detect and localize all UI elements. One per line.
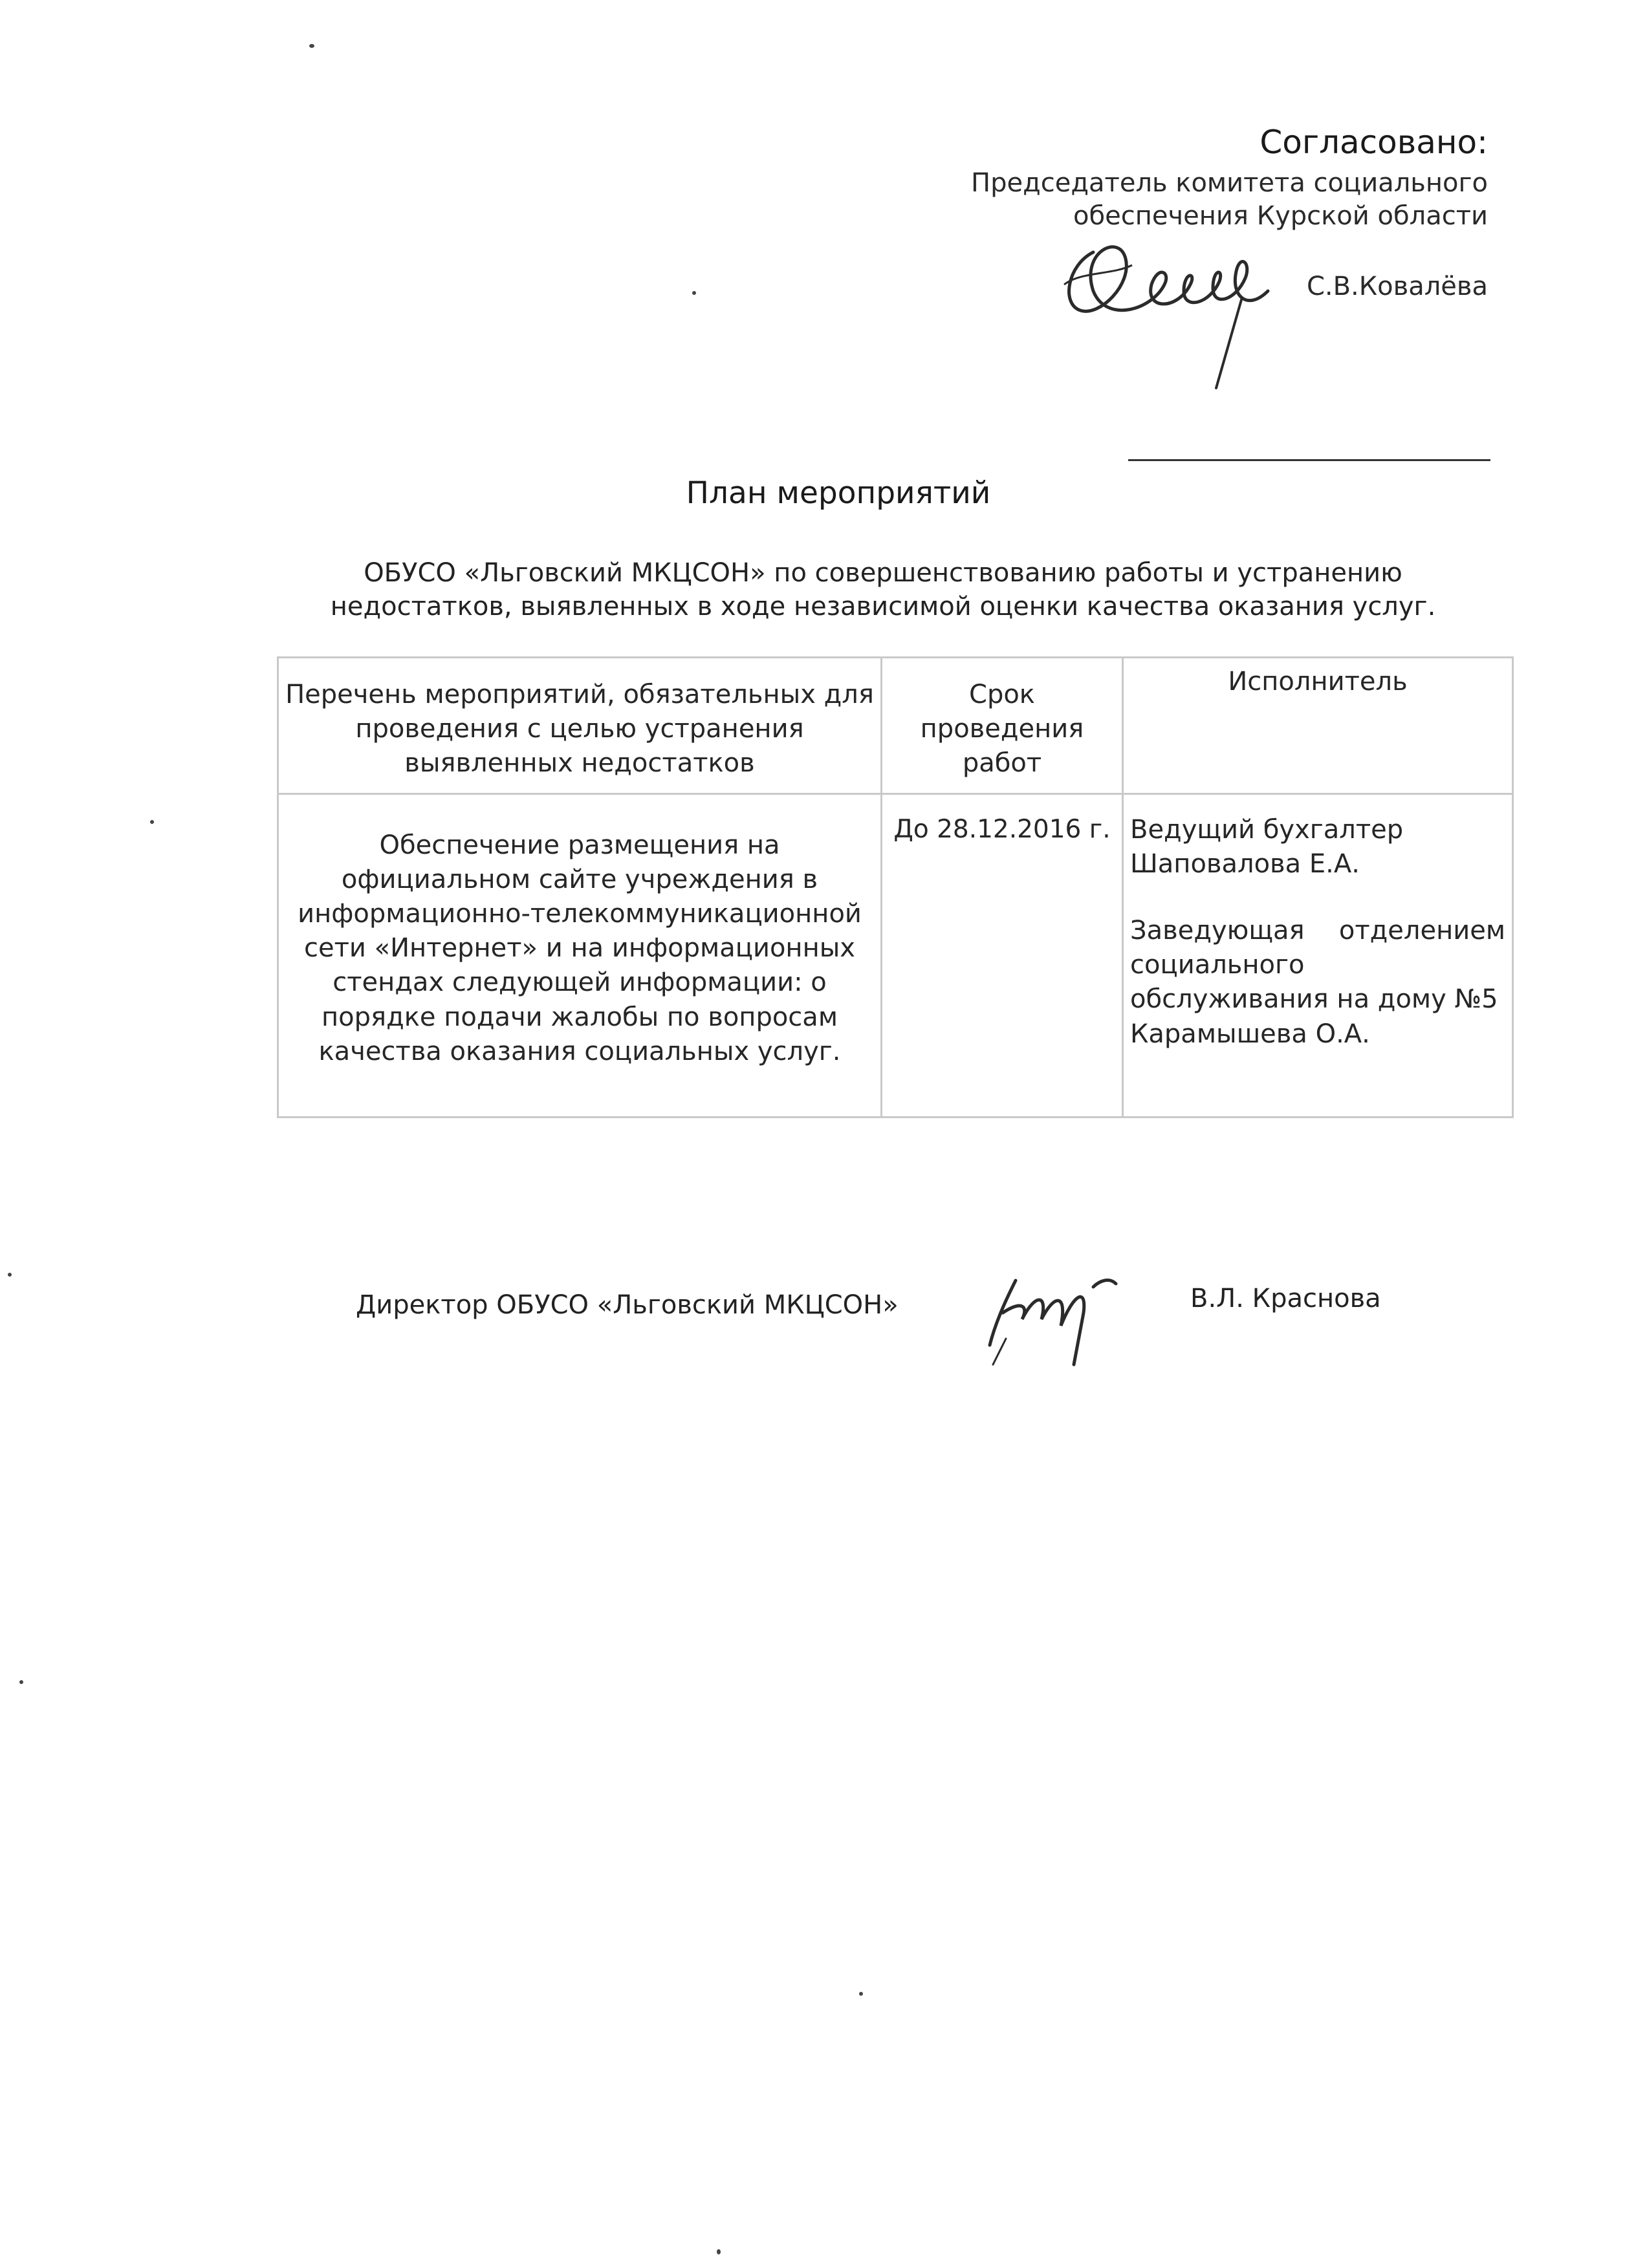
executor-2-name: Карамышева О.А. (1130, 1019, 1370, 1049)
cell-executor (1123, 794, 1513, 1117)
subtitle-line-1: ОБУСО «Льговский МКЦСОН» по совершенствованию работы и устранению (364, 558, 1402, 588)
director-signature-icon (977, 1268, 1132, 1377)
director-title: Директор ОБУСО «Льговский МКЦСОН» (356, 1290, 899, 1320)
cell-measure: Обеспечение размещения на официальном сайте учреждения в информационно-телекоммуникационной сети «Интернет» и на информационных стендах следующей информации: о порядке подачи жалобы по вопросам качества оказания социальных услуг. (278, 794, 882, 1117)
table-row (278, 794, 1513, 1117)
approval-heading: Согласовано: (1260, 124, 1488, 161)
scan-speck (859, 1992, 863, 1996)
scan-speck (717, 2249, 721, 2254)
cell-deadline: До 28.12.2016 г. (882, 794, 1123, 1117)
subtitle-line-2: недостатков, выявленных в ходе независимой оценки качества оказания услуг. (330, 592, 1436, 621)
executor-2-role-line-2: социального (1130, 950, 1305, 980)
executor-1-name: Шаповалова Е.А. (1130, 848, 1360, 879)
header-deadline: Срок проведения работ (882, 658, 1123, 794)
measures-table (277, 656, 1514, 1118)
approver-position-line-1: Председатель комитета социального (971, 168, 1488, 198)
executor-2-role-line-3: обслуживания на дому №5 (1130, 984, 1498, 1015)
scan-speck (150, 820, 154, 824)
document-title: План мероприятий (686, 475, 991, 511)
scan-speck (19, 1680, 23, 1684)
director-name: В.Л. Краснова (1190, 1284, 1381, 1313)
executor-2-role-line-1: Заведующая отделением (1130, 915, 1505, 945)
document-subtitle (272, 556, 1494, 623)
table-header-row (278, 658, 1513, 794)
approver-signature-icon (1054, 213, 1352, 407)
scan-speck (692, 291, 696, 295)
executor-1-role: Ведущий бухгалтер (1130, 814, 1404, 845)
header-measures: Перечень мероприятий, обязательных для проведения с целью устранения выявленных недостатков (278, 658, 882, 794)
header-executor: Исполнитель (1123, 658, 1513, 794)
scan-speck (309, 44, 314, 48)
approver-signature-line (1128, 459, 1490, 461)
approver-position-line-2: обеспечения Курской области (1073, 201, 1488, 232)
scan-speck (8, 1273, 12, 1277)
approver-name: С.В.Ковалёва (1306, 272, 1488, 302)
